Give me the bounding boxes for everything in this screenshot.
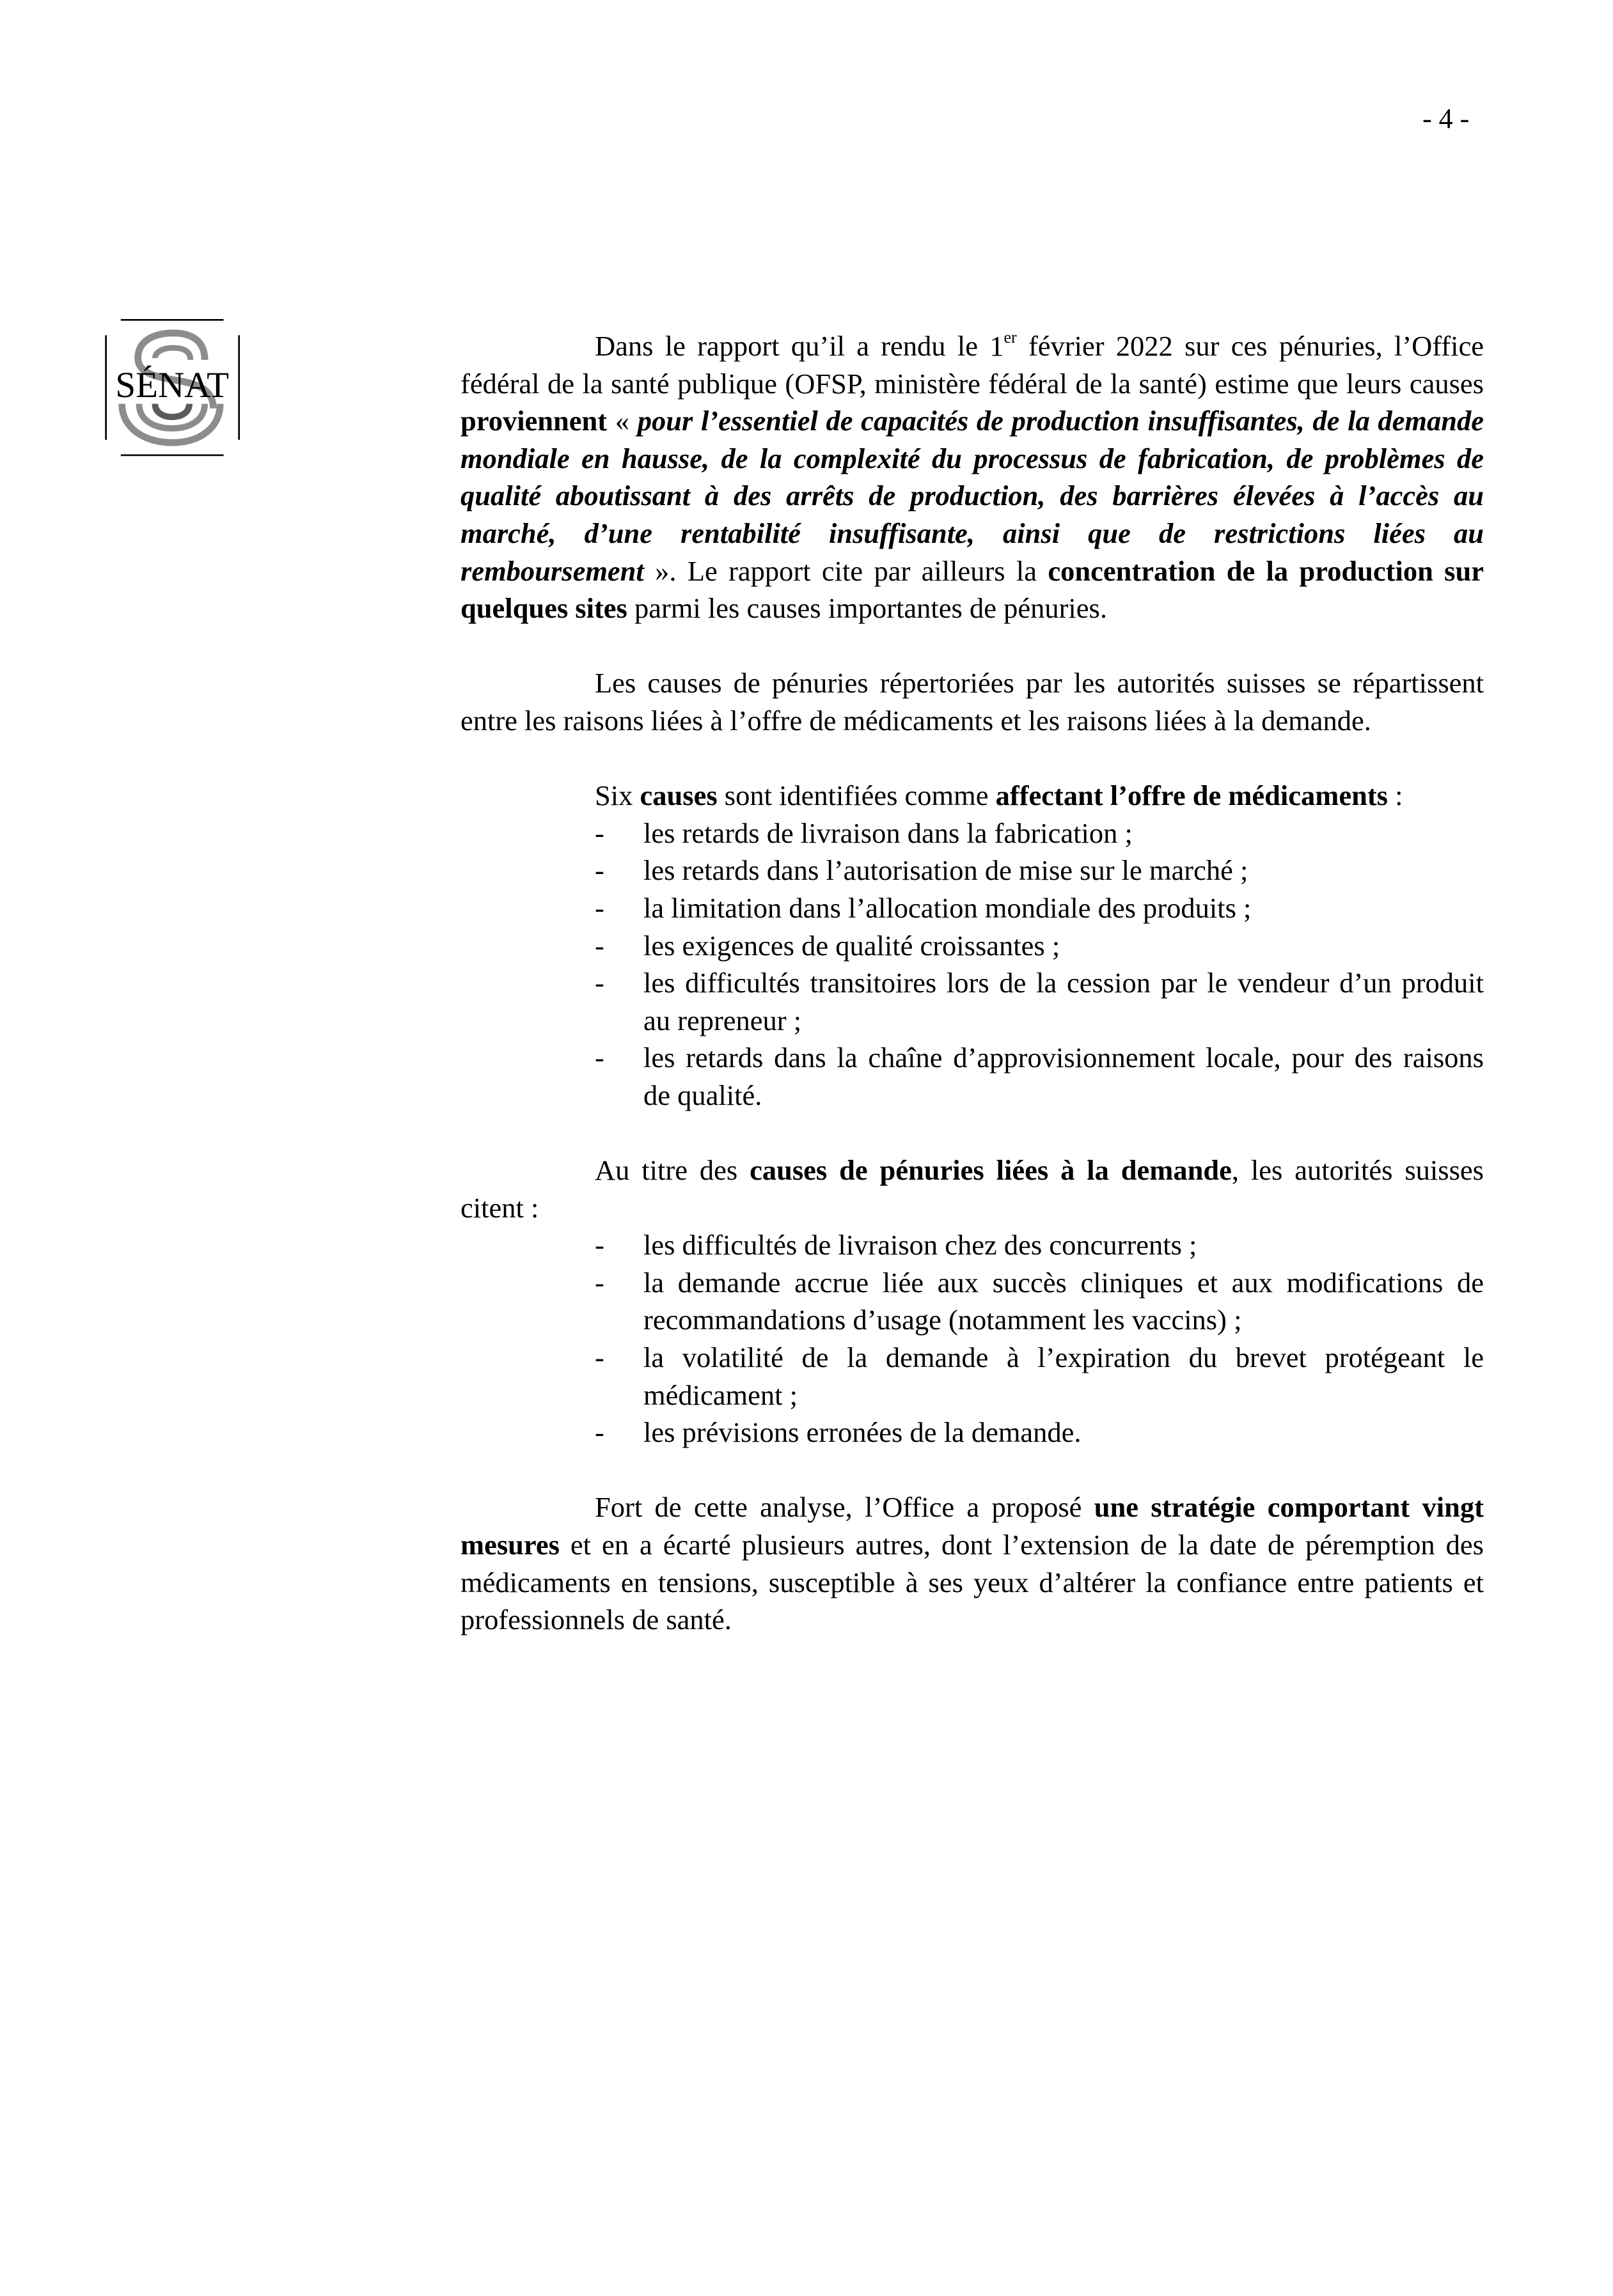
list-item-text: les prévisions erronées de la demande. bbox=[643, 1416, 1082, 1449]
list-item-text: les exigences de qualité croissantes ; bbox=[643, 929, 1060, 962]
list-item-text: la demande accrue liée aux succès cliniques et aux modifications de recommandations d’usage (notamment les vaccins) ; bbox=[643, 1266, 1484, 1336]
paragraph-demand-causes-intro bbox=[460, 1152, 1484, 1226]
text: Dans le rapport qu’il a rendu le 1 bbox=[595, 330, 1004, 362]
dash-bullet-icon: - bbox=[595, 967, 604, 999]
list-item-text: les retards de livraison dans la fabrication ; bbox=[643, 816, 1133, 849]
dash-bullet-icon: - bbox=[595, 929, 604, 962]
bold-text: une stratégie comportant vingt mesures bbox=[460, 1491, 1484, 1561]
dash-bullet-icon: - bbox=[595, 1266, 604, 1299]
text: ». Le rapport cite par ailleurs la bbox=[643, 554, 1048, 587]
list-item bbox=[460, 1339, 1484, 1414]
dash-bullet-icon: - bbox=[595, 1341, 604, 1374]
paragraph-causes-intro: Les causes de pénuries répertoriées par les autorités suisses se répartissent entre les raisons liées à l’offre de médicaments et les raisons liées à la demande. bbox=[460, 667, 1484, 737]
senat-logo-icon bbox=[93, 306, 253, 465]
senat-logo bbox=[93, 306, 253, 465]
quote-text: pour l’essentiel de capacités de production insuffisantes, de la demande mondiale en hausse, de la complexité du processus de fabrication, de problèmes de qualité aboutissant à des arrêts de production, des barrières élevées à l’accès au marché, d’une rentabilité insuffisante, ainsi que de restrictions liées au remboursement bbox=[460, 405, 1484, 587]
dash-bullet-icon: - bbox=[595, 1042, 604, 1074]
list-item bbox=[460, 964, 1484, 1039]
supply-causes-list bbox=[460, 815, 1484, 1114]
list-item bbox=[460, 852, 1484, 889]
list-item-text: les retards dans l’autorisation de mise sur le marché ; bbox=[643, 854, 1248, 887]
list-item bbox=[460, 1039, 1484, 1114]
text: Six bbox=[595, 779, 640, 812]
list-item-text: la volatilité de la demande à l’expiration du brevet protégeant le médicament ; bbox=[643, 1341, 1484, 1411]
list-item bbox=[460, 889, 1484, 927]
text: Au titre des bbox=[595, 1154, 750, 1187]
text: et en a écarté plusieurs autres, dont l’extension de la date de péremption des médicaments en tensions, susceptible à ses yeux d’altérer la confiance entre patients et professionnels de santé. bbox=[460, 1529, 1484, 1636]
bold-text: affectant l’offre de médicaments bbox=[995, 779, 1388, 812]
dash-bullet-icon: - bbox=[595, 854, 604, 887]
demand-causes-list bbox=[460, 1226, 1484, 1451]
list-item bbox=[460, 1264, 1484, 1339]
text: « bbox=[607, 405, 638, 437]
dash-bullet-icon: - bbox=[595, 891, 604, 924]
list-item bbox=[460, 1226, 1484, 1264]
page-number: - 4 - bbox=[1422, 103, 1470, 134]
paragraph-strategy bbox=[460, 1488, 1484, 1638]
bold-text: proviennent bbox=[460, 405, 608, 437]
paragraph-ofsp-report bbox=[460, 327, 1484, 627]
list-item-text: la limitation dans l’allocation mondiale des produits ; bbox=[643, 891, 1252, 924]
bold-text: causes de pénuries liées à la demande bbox=[750, 1154, 1232, 1187]
list-item bbox=[460, 1414, 1484, 1451]
bold-text: concentration de la production sur quelques sites bbox=[460, 554, 1484, 625]
text: sont identifiées comme bbox=[717, 779, 996, 812]
dash-bullet-icon: - bbox=[595, 1416, 604, 1449]
text: Fort de cette analyse, l’Office a proposé bbox=[595, 1491, 1094, 1524]
dash-bullet-icon: - bbox=[595, 1229, 604, 1261]
text: , les autorités suisses citent : bbox=[460, 1154, 1484, 1224]
list-item bbox=[460, 927, 1484, 965]
text: parmi les causes importantes de pénuries. bbox=[627, 592, 1107, 625]
document-body bbox=[460, 327, 1484, 1676]
dash-bullet-icon: - bbox=[595, 816, 604, 849]
bold-text: causes bbox=[640, 779, 718, 812]
list-item-text: les difficultés de livraison chez des concurrents ; bbox=[643, 1229, 1197, 1261]
list-item-text: les difficultés transitoires lors de la cession par le vendeur d’un produit au repreneur ; bbox=[643, 967, 1484, 1036]
list-item bbox=[460, 815, 1484, 852]
superscript: er bbox=[1003, 328, 1017, 347]
paragraph-supply-causes-intro bbox=[460, 777, 1484, 815]
text: février 2022 sur ces pénuries, l’Office fédéral de la santé publique (OFSP, ministère fédéral de la santé) estime que leurs causes bbox=[460, 330, 1484, 400]
senat-logo-text: SÉNAT bbox=[115, 364, 230, 405]
list-item-text: les retards dans la chaîne d’approvisionnement locale, pour des raisons de qualité. bbox=[643, 1042, 1484, 1111]
text: : bbox=[1387, 779, 1403, 812]
